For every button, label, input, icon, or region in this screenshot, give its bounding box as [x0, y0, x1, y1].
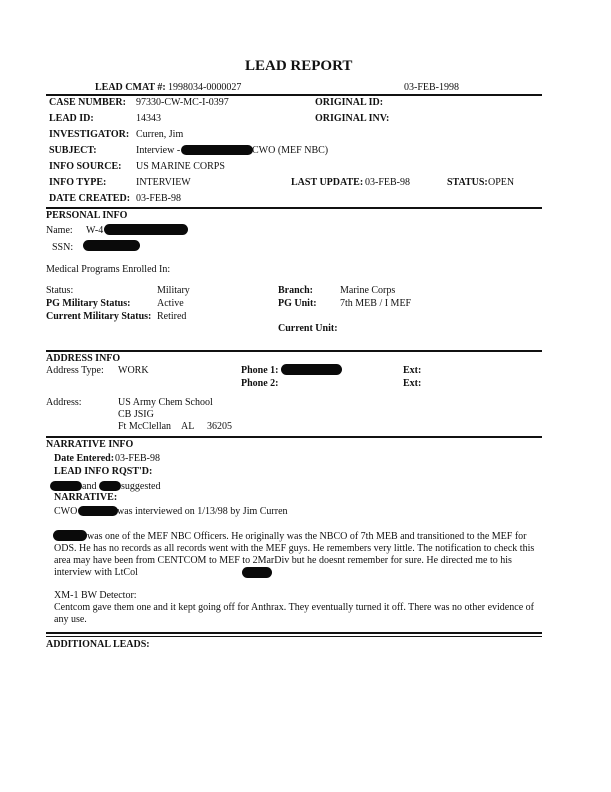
address-info-heading: ADDRESS INFO: [46, 353, 121, 364]
date-entered-label: Date Entered:: [54, 453, 115, 464]
narrative-rule-bottom: [46, 632, 542, 634]
redaction-subject-name: [181, 145, 253, 155]
narrative-info-heading: NARRATIVE INFO: [46, 439, 134, 450]
address-zip: 36205: [207, 421, 232, 432]
personal-rule-bottom: [46, 350, 542, 352]
last-update-value: 03-FEB-98: [365, 177, 410, 188]
medical-programs-label: Medical Programs Enrolled In:: [46, 264, 171, 275]
info-type-value: INTERVIEW: [136, 177, 191, 188]
address-type-value: WORK: [118, 365, 149, 376]
address-state: AL: [181, 421, 195, 432]
last-update-label: LAST UPDATE:: [291, 177, 364, 188]
info-type-label: INFO TYPE:: [49, 177, 107, 188]
date-created-label: DATE CREATED:: [49, 193, 131, 204]
redaction-name: [104, 224, 188, 235]
additional-leads-label: ADDITIONAL LEADS:: [46, 639, 150, 650]
redaction-suggested-2: [99, 481, 121, 491]
date-created-value: 03-FEB-98: [136, 193, 181, 204]
pg-military-status-value: Active: [157, 298, 184, 309]
narrative-line1-prefix: CWO: [54, 506, 78, 517]
suggested-word: suggested: [121, 481, 161, 492]
name-label: Name:: [46, 225, 73, 236]
ext1-label: Ext:: [403, 365, 422, 376]
original-inv-label: ORIGINAL INV:: [315, 113, 390, 124]
lead-cmat-value: 1998034-0000027: [168, 82, 242, 93]
address-line1: US Army Chem School: [118, 397, 213, 408]
info-source-label: INFO SOURCE:: [49, 161, 122, 172]
phone2-label: Phone 2:: [241, 378, 279, 389]
lead-id-label: LEAD ID:: [49, 113, 94, 124]
redaction-phone1: [281, 364, 342, 375]
personal-info-heading: PERSONAL INFO: [46, 210, 128, 221]
case-number-value: 97330-CW-MC-I-0397: [136, 97, 229, 108]
phone1-label: Phone 1:: [241, 365, 279, 376]
info-source-value: US MARINE CORPS: [136, 161, 225, 172]
investigator-label: INVESTIGATOR:: [49, 129, 130, 140]
lead-id-value: 14343: [136, 113, 161, 124]
subject-prefix: Interview -: [136, 145, 181, 156]
redaction-ltcol-name: [242, 567, 272, 578]
narrative-paragraph-2: Centcom gave them one and it kept going off for Anthrax. They eventually turned it off. There was no other evidence of any use.: [54, 602, 534, 625]
address-line2: CB JSIG: [118, 409, 154, 420]
status-type-value: Military: [157, 285, 190, 296]
current-military-status-value: Retired: [157, 311, 187, 322]
report-date: 03-FEB-1998: [404, 82, 459, 93]
narrative-rule-bottom-2: [46, 636, 542, 637]
investigator-value: Curren, Jim: [136, 129, 184, 140]
ssn-label: SSN:: [52, 242, 74, 253]
date-entered-value: 03-FEB-98: [115, 453, 160, 464]
original-id-label: ORIGINAL ID:: [315, 97, 384, 108]
case-number-label: CASE NUMBER:: [49, 97, 126, 108]
narrative-line1-suffix: was interviewed on 1/13/98 by Jim Curren: [117, 506, 288, 517]
subject-label: SUBJECT:: [49, 145, 97, 156]
pg-unit-label: PG Unit:: [278, 298, 317, 309]
header-rule-top: [46, 94, 542, 96]
lead-info-rqst-label: LEAD INFO RQST'D:: [54, 466, 153, 477]
case-rule-bottom: [46, 207, 542, 209]
narrative-label: NARRATIVE:: [54, 492, 118, 503]
pg-military-status-label: PG Military Status:: [46, 298, 131, 309]
address-city: Ft McClellan: [118, 421, 172, 432]
status-label: STATUS:: [447, 177, 488, 188]
status-type-label: Status:: [46, 285, 74, 296]
address-label: Address:: [46, 397, 82, 408]
subject-suffix: CWO (MEF NBC): [252, 145, 329, 156]
address-type-label: Address Type:: [46, 365, 104, 376]
current-unit-label: Current Unit:: [278, 323, 338, 334]
redaction-cwo-name: [78, 506, 118, 516]
name-value: W-4: [86, 225, 104, 236]
narrative-paragraph-1: was one of the MEF NBC Officers. He originally was the NBCO of 7th MEB and transitioned to the MEF for ODS. He has no records as all records went with the MEF guys. He remembers very little. The notification to check this area may have been from CENTCOM to MEF to 2MarDiv but he doesnt remember for sure. He directed me to his interview with LtCol: [54, 531, 535, 578]
redaction-ssn: [83, 240, 140, 251]
branch-label: Branch:: [278, 285, 313, 296]
redaction-suggested-1: [50, 481, 82, 491]
status-value: OPEN: [488, 177, 515, 188]
xm1-heading: XM-1 BW Detector:: [54, 590, 137, 601]
pg-unit-value: 7th MEB / I MEF: [340, 298, 412, 309]
lead-cmat-label: LEAD CMAT #:: [95, 82, 166, 93]
suggested-and: and: [82, 481, 97, 492]
current-military-status-label: Current Military Status:: [46, 311, 152, 322]
ext2-label: Ext:: [403, 378, 422, 389]
page-title: LEAD REPORT: [245, 58, 353, 74]
branch-value: Marine Corps: [340, 285, 396, 296]
address-rule-bottom: [46, 436, 542, 438]
